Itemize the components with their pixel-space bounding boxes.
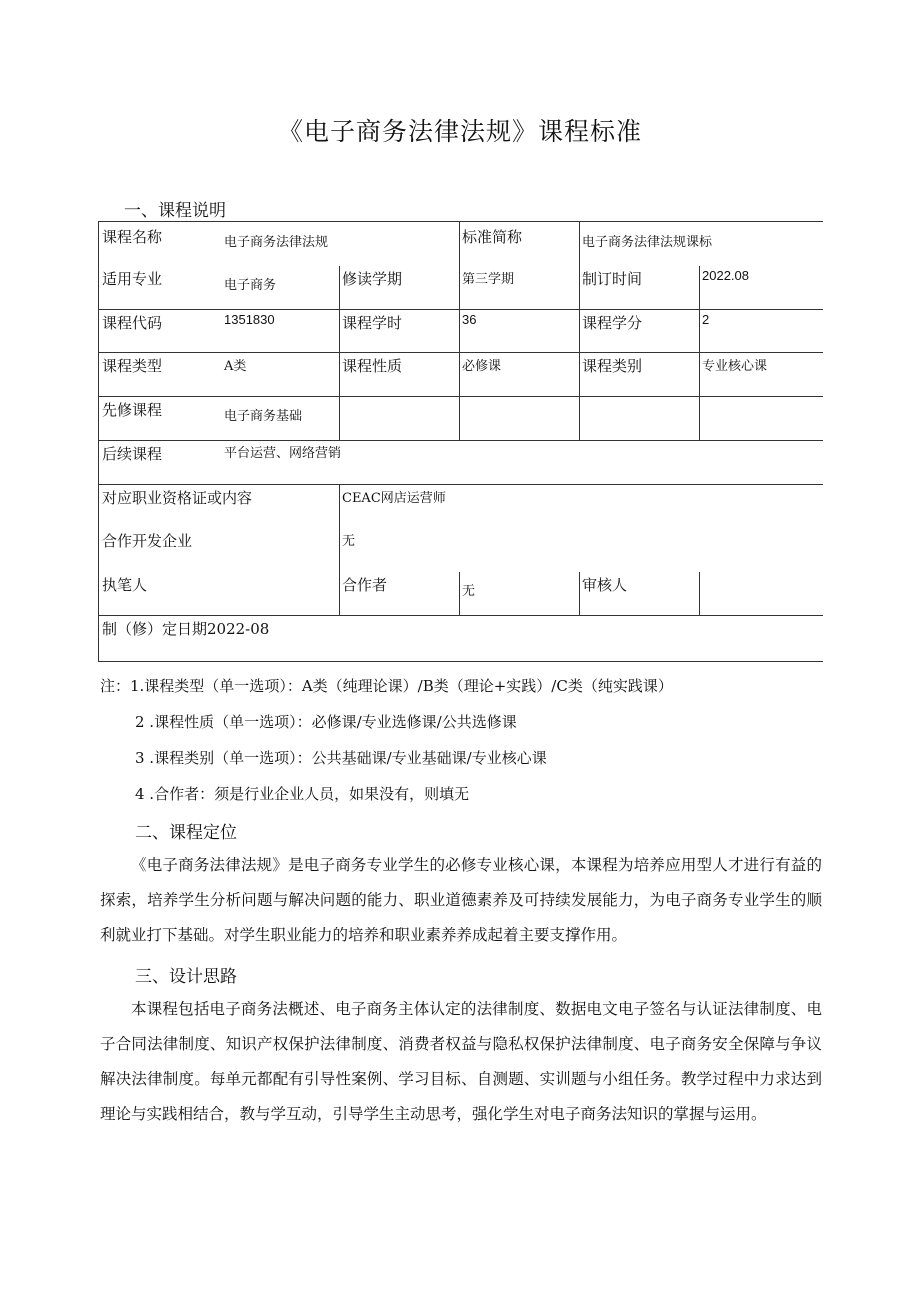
label-coop-ent: 合作开发企业 xyxy=(102,532,193,550)
row-divider xyxy=(99,396,823,397)
label-code: 课程代码 xyxy=(102,314,163,332)
label-followup: 后续课程 xyxy=(102,445,163,463)
row-divider xyxy=(99,484,823,485)
note-1: 注：1.课程类型（单一选项）：A类（纯理论课）/B类（理论+实践）/C类（纯实践课） xyxy=(100,677,673,695)
label-nature: 课程性质 xyxy=(342,357,403,375)
label-prereq: 先修课程 xyxy=(102,401,163,419)
label-hours: 课程学时 xyxy=(342,314,403,332)
value-coop-ent: 无 xyxy=(342,534,356,549)
label-std-short: 标准简称 xyxy=(462,228,523,246)
section-course-description: 一、课程说明 xyxy=(124,201,226,221)
value-hours: 36 xyxy=(462,312,477,327)
col-divider xyxy=(339,352,340,440)
revise-date: 制（修）定日期2022-08 xyxy=(102,620,270,638)
note-2: 2 .课程性质（单一选项）：必修课/专业选修课/公共选修课 xyxy=(135,713,517,731)
section-course-positioning: 二、课程定位 xyxy=(135,823,237,843)
value-nature: 必修课 xyxy=(462,359,502,374)
col-divider xyxy=(579,572,580,615)
note-3: 3 .课程类别（单一选项）：公共基础课/专业基础课/专业核心课 xyxy=(135,749,547,767)
value-std-short: 电子商务法律法规课标 xyxy=(582,235,713,250)
label-semester: 修读学期 xyxy=(342,270,403,288)
col-divider xyxy=(459,222,460,440)
value-semester: 第三学期 xyxy=(462,272,515,287)
col-divider xyxy=(579,222,580,440)
label-category: 课程类别 xyxy=(582,357,643,375)
label-reviewer: 审核人 xyxy=(582,576,628,594)
label-date: 制订时间 xyxy=(582,270,643,288)
col-divider xyxy=(459,572,460,615)
value-cooperator: 无 xyxy=(462,584,476,599)
label-course-name: 课程名称 xyxy=(102,228,163,246)
label-cert: 对应职业资格证或内容 xyxy=(102,489,253,507)
value-code: 1351830 xyxy=(224,312,275,327)
label-type: 课程类型 xyxy=(102,357,163,375)
value-prereq: 电子商务基础 xyxy=(224,409,303,424)
section-design-idea: 三、设计思路 xyxy=(135,967,237,987)
value-cert: CEAC网店运营师 xyxy=(342,491,446,506)
col-divider xyxy=(699,266,700,440)
paragraph-design-idea: 本课程包括电子商务法概述、电子商务主体认定的法律制度、数据电文电子签名与认证法律制度、电子合同法律制度、知识产权保护法律制度、消费者权益与隐私权保护法律制度、电子商务安全保障与争议解决法律制度。每单元都配有引导性案例、学习目标、自测题、实训题与小组任务。教学过程中力求达到理论与实践相结合，教与学互动，引导学生主动思考，强化学生对电子商务法知识的掌握与运用。 xyxy=(100,1000,822,1123)
note-4: 4 .合作者：须是行业企业人员，如果没有，则填无 xyxy=(135,785,470,803)
value-credit: 2 xyxy=(702,312,710,327)
value-type: A类 xyxy=(224,359,247,374)
col-divider xyxy=(699,572,700,615)
value-course-name: 电子商务法律法规 xyxy=(224,235,329,250)
value-followup: 平台运营、网络营销 xyxy=(224,446,342,461)
value-date: 2022.08 xyxy=(702,268,749,283)
paragraph-course-positioning: 《电子商务法律法规》是电子商务专业学生的必修专业核心课，本课程为培养应用型人才进行有益的探索，培养学生分析问题与解决问题的能力、职业道德素养及可持续发展能力，为电子商务专业学生的顺利就业打下基础。对学生职业能力的培养和职业素养养成起着主要支撑作用。 xyxy=(100,856,822,944)
course-info-table xyxy=(98,221,823,662)
label-credit: 课程学分 xyxy=(582,314,643,332)
row-divider xyxy=(99,440,823,441)
label-major: 适用专业 xyxy=(102,270,163,288)
col-divider xyxy=(339,484,340,615)
col-divider xyxy=(339,266,340,352)
value-major: 电子商务 xyxy=(224,278,277,293)
document-title: 《电子商务法律法规》课程标准 xyxy=(277,117,642,146)
label-writer: 执笔人 xyxy=(102,576,148,594)
value-category: 专业核心课 xyxy=(702,359,768,374)
row-divider xyxy=(99,309,823,310)
row-divider xyxy=(99,352,823,353)
label-cooperator: 合作者 xyxy=(342,576,388,594)
row-divider xyxy=(99,615,823,616)
